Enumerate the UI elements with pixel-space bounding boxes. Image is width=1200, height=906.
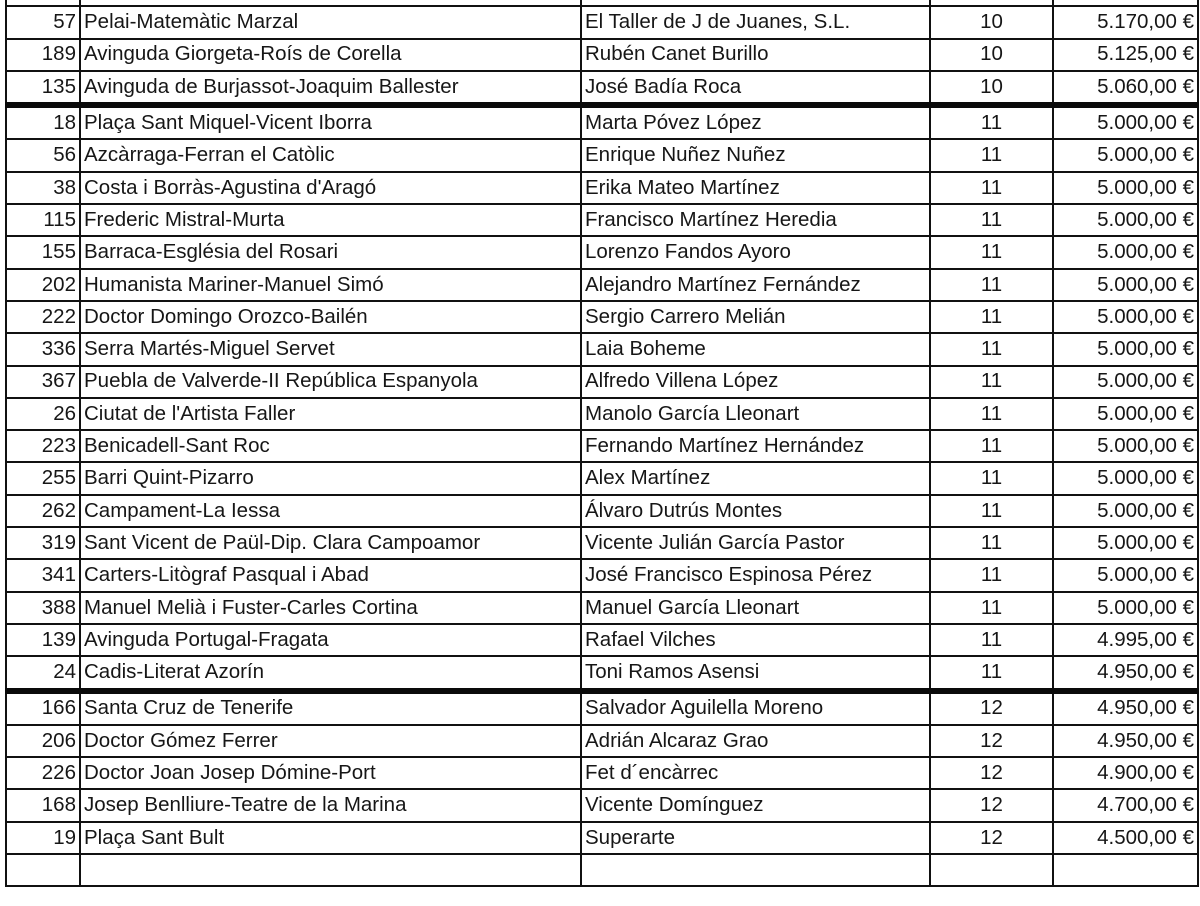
section-cell: 11 — [930, 527, 1053, 559]
budget-cell: 4.900,00 € — [1053, 757, 1198, 789]
street-name-cell: Frederic Mistral-Murta — [80, 204, 581, 236]
street-name-cell: Cadis-Literat Azorín — [80, 656, 581, 690]
budget-cell: 4.950,00 € — [1053, 725, 1198, 757]
section-cell: 11 — [930, 398, 1053, 430]
street-name-cell: Ciutat de l'Artista Faller — [80, 398, 581, 430]
artist-name-cell: Vicente Julián García Pastor — [581, 527, 930, 559]
falla-number-cell: 139 — [6, 624, 80, 656]
falla-number-cell: 341 — [6, 559, 80, 591]
street-name-cell: Doctor Domingo Orozco-Bailén — [80, 301, 581, 333]
falla-budget-table — [5, 0, 1199, 887]
budget-cell: 4.500,00 € — [1053, 822, 1198, 854]
budget-cell: 5.000,00 € — [1053, 398, 1198, 430]
street-name-cell: Plaça Sant Miquel-Vicent Iborra — [80, 105, 581, 139]
section-cell: 11 — [930, 105, 1053, 139]
table-row — [6, 430, 1198, 462]
street-name-cell: Doctor Joan Josep Dómine-Port — [80, 757, 581, 789]
artist-name-cell: Sergio Carrero Melián — [581, 301, 930, 333]
table-row — [6, 495, 1198, 527]
budget-cell: 4.700,00 € — [1053, 789, 1198, 821]
section-cell: 11 — [930, 333, 1053, 365]
falla-number-cell: 319 — [6, 527, 80, 559]
artist-name-cell: José Francisco Espinosa Pérez — [581, 559, 930, 591]
artist-name-cell: Fernando Martínez Hernández — [581, 430, 930, 462]
falla-number-cell: 26 — [6, 398, 80, 430]
artist-name-cell: El Taller de J de Juanes, S.L. — [581, 6, 930, 38]
table-row — [6, 624, 1198, 656]
street-name-cell: Josep Benlliure-Teatre de la Marina — [80, 789, 581, 821]
section-cell: 11 — [930, 172, 1053, 204]
budget-cell: 5.000,00 € — [1053, 495, 1198, 527]
street-name-cell: Campament-La Iessa — [80, 495, 581, 527]
street-name-cell: Puebla de Valverde-II República Espanyola — [80, 366, 581, 398]
falla-number-cell: 168 — [6, 789, 80, 821]
street-name-cell: Sant Vicent de Paül-Dip. Clara Campoamor — [80, 527, 581, 559]
street-name-cell: Plaça Sant Bult — [80, 822, 581, 854]
artist-name-cell — [581, 854, 930, 886]
artist-name-cell: Laia Boheme — [581, 333, 930, 365]
artist-name-cell: Marta Póvez López — [581, 105, 930, 139]
budget-cell: 5.000,00 € — [1053, 462, 1198, 494]
budget-cell: 5.000,00 € — [1053, 236, 1198, 268]
section-cell: 12 — [930, 757, 1053, 789]
table-row — [6, 172, 1198, 204]
section-cell: 11 — [930, 430, 1053, 462]
street-name-cell: Santa Cruz de Tenerife — [80, 691, 581, 725]
budget-cell: 5.060,00 € — [1053, 71, 1198, 105]
budget-cell: 5.170,00 € — [1053, 6, 1198, 38]
artist-name-cell: Francisco Martínez Heredia — [581, 204, 930, 236]
street-name-cell: Avinguda de Burjassot-Joaquim Ballester — [80, 71, 581, 105]
budget-cell: 5.000,00 € — [1053, 139, 1198, 171]
budget-cell: 5.125,00 € — [1053, 39, 1198, 71]
falla-number-cell: 19 — [6, 822, 80, 854]
artist-name-cell: José Badía Roca — [581, 71, 930, 105]
falla-number-cell: 202 — [6, 269, 80, 301]
falla-number-cell: 24 — [6, 656, 80, 690]
falla-number-cell: 115 — [6, 204, 80, 236]
section-cell: 11 — [930, 301, 1053, 333]
table-row — [6, 559, 1198, 591]
budget-cell: 5.000,00 € — [1053, 592, 1198, 624]
street-name-cell: Avinguda Portugal-Fragata — [80, 624, 581, 656]
table-row — [6, 366, 1198, 398]
falla-number-cell: 388 — [6, 592, 80, 624]
section-cell: 11 — [930, 656, 1053, 690]
table-row — [6, 592, 1198, 624]
table-row — [6, 236, 1198, 268]
falla-number-cell: 223 — [6, 430, 80, 462]
budget-cell: 5.000,00 € — [1053, 430, 1198, 462]
artist-name-cell: Superarte — [581, 822, 930, 854]
table-row — [6, 691, 1198, 725]
street-name-cell: Costa i Borràs-Agustina d'Aragó — [80, 172, 581, 204]
budget-cell: 5.000,00 € — [1053, 559, 1198, 591]
table-row — [6, 757, 1198, 789]
section-cell: 11 — [930, 592, 1053, 624]
section-cell: 11 — [930, 495, 1053, 527]
artist-name-cell: Manolo García Lleonart — [581, 398, 930, 430]
table-row — [6, 398, 1198, 430]
falla-number-cell: 262 — [6, 495, 80, 527]
section-cell: 11 — [930, 624, 1053, 656]
table-row — [6, 105, 1198, 139]
street-name-cell: Barraca-Església del Rosari — [80, 236, 581, 268]
street-name-cell: Manuel Melià i Fuster-Carles Cortina — [80, 592, 581, 624]
section-cell: 11 — [930, 559, 1053, 591]
falla-number-cell: 255 — [6, 462, 80, 494]
table-row — [6, 822, 1198, 854]
section-cell: 12 — [930, 789, 1053, 821]
section-cell — [930, 854, 1053, 886]
budget-cell: 5.000,00 € — [1053, 172, 1198, 204]
falla-number-cell: 166 — [6, 691, 80, 725]
section-cell: 11 — [930, 236, 1053, 268]
street-name-cell: Serra Martés-Miguel Servet — [80, 333, 581, 365]
street-name-cell: Benicadell-Sant Roc — [80, 430, 581, 462]
budget-cell: 5.000,00 € — [1053, 204, 1198, 236]
table-row — [6, 6, 1198, 38]
table-row-partial — [6, 854, 1198, 886]
table-row — [6, 301, 1198, 333]
table-row — [6, 39, 1198, 71]
artist-name-cell: Fet d´encàrrec — [581, 757, 930, 789]
budget-cell: 5.000,00 € — [1053, 269, 1198, 301]
falla-number-cell — [6, 854, 80, 886]
street-name-cell: Pelai-Matemàtic Marzal — [80, 6, 581, 38]
falla-number-cell: 189 — [6, 39, 80, 71]
section-cell: 11 — [930, 269, 1053, 301]
table-row — [6, 139, 1198, 171]
budget-cell: 5.000,00 € — [1053, 105, 1198, 139]
artist-name-cell: Enrique Nuñez Nuñez — [581, 139, 930, 171]
street-name-cell: Doctor Gómez Ferrer — [80, 725, 581, 757]
falla-number-cell: 206 — [6, 725, 80, 757]
section-cell: 12 — [930, 725, 1053, 757]
budget-cell: 5.000,00 € — [1053, 301, 1198, 333]
street-name-cell — [80, 854, 581, 886]
falla-number-cell: 56 — [6, 139, 80, 171]
table-body — [6, 0, 1198, 886]
artist-name-cell: Vicente Domínguez — [581, 789, 930, 821]
table-row — [6, 71, 1198, 105]
section-cell: 12 — [930, 691, 1053, 725]
artist-name-cell: Alex Martínez — [581, 462, 930, 494]
section-cell: 12 — [930, 822, 1053, 854]
table-row — [6, 725, 1198, 757]
section-cell: 11 — [930, 139, 1053, 171]
table-row — [6, 527, 1198, 559]
table-row — [6, 789, 1198, 821]
budget-cell: 5.000,00 € — [1053, 527, 1198, 559]
budget-cell: 4.950,00 € — [1053, 656, 1198, 690]
artist-name-cell: Manuel García Lleonart — [581, 592, 930, 624]
street-name-cell: Barri Quint-Pizarro — [80, 462, 581, 494]
falla-number-cell: 18 — [6, 105, 80, 139]
falla-number-cell: 226 — [6, 757, 80, 789]
table-row — [6, 269, 1198, 301]
section-cell: 10 — [930, 39, 1053, 71]
budget-cell: 5.000,00 € — [1053, 333, 1198, 365]
artist-name-cell: Lorenzo Fandos Ayoro — [581, 236, 930, 268]
artist-name-cell: Alfredo Villena López — [581, 366, 930, 398]
budget-cell — [1053, 854, 1198, 886]
falla-number-cell: 222 — [6, 301, 80, 333]
table-row — [6, 204, 1198, 236]
table-row — [6, 462, 1198, 494]
falla-number-cell: 57 — [6, 6, 80, 38]
falla-number-cell: 155 — [6, 236, 80, 268]
falla-number-cell: 367 — [6, 366, 80, 398]
street-name-cell: Avinguda Giorgeta-Roís de Corella — [80, 39, 581, 71]
street-name-cell: Humanista Mariner-Manuel Simó — [80, 269, 581, 301]
falla-number-cell: 336 — [6, 333, 80, 365]
falla-number-cell: 135 — [6, 71, 80, 105]
budget-cell: 5.000,00 € — [1053, 366, 1198, 398]
section-cell: 11 — [930, 462, 1053, 494]
section-cell: 11 — [930, 204, 1053, 236]
table-row — [6, 656, 1198, 690]
street-name-cell: Azcàrraga-Ferran el Catòlic — [80, 139, 581, 171]
section-cell: 10 — [930, 6, 1053, 38]
section-cell: 11 — [930, 366, 1053, 398]
document-page — [5, 0, 1197, 887]
table-row — [6, 333, 1198, 365]
artist-name-cell: Álvaro Dutrús Montes — [581, 495, 930, 527]
artist-name-cell: Rubén Canet Burillo — [581, 39, 930, 71]
section-cell: 10 — [930, 71, 1053, 105]
street-name-cell: Carters-Litògraf Pasqual i Abad — [80, 559, 581, 591]
artist-name-cell: Alejandro Martínez Fernández — [581, 269, 930, 301]
budget-cell: 4.995,00 € — [1053, 624, 1198, 656]
artist-name-cell: Erika Mateo Martínez — [581, 172, 930, 204]
falla-number-cell: 38 — [6, 172, 80, 204]
budget-cell: 4.950,00 € — [1053, 691, 1198, 725]
artist-name-cell: Salvador Aguilella Moreno — [581, 691, 930, 725]
artist-name-cell: Adrián Alcaraz Grao — [581, 725, 930, 757]
artist-name-cell: Rafael Vilches — [581, 624, 930, 656]
artist-name-cell: Toni Ramos Asensi — [581, 656, 930, 690]
